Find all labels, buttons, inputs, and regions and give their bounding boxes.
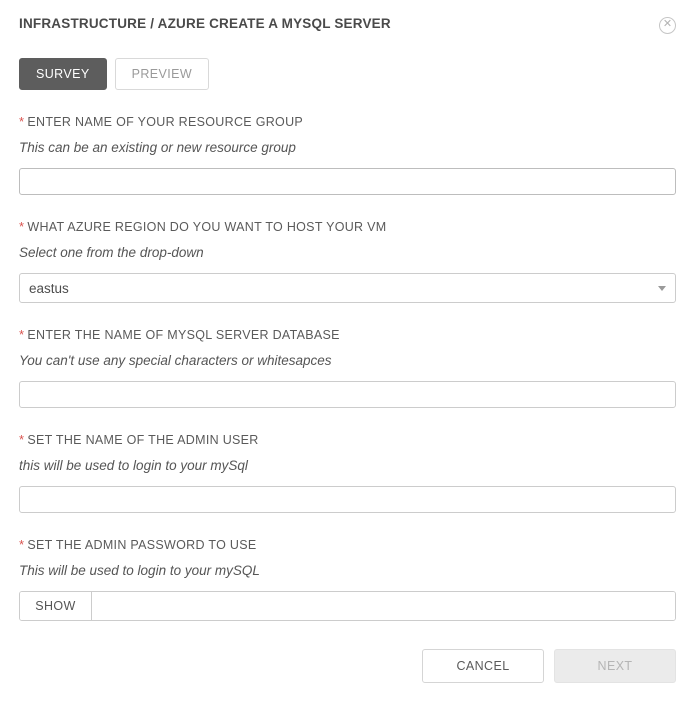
field-label-text: SET THE NAME OF THE ADMIN USER [27,433,259,447]
field-label-text: ENTER NAME OF YOUR RESOURCE GROUP [27,115,304,129]
field-help-resource-group: This can be an existing or new resource group [19,140,296,155]
field-resource-group [19,114,676,195]
field-label-text: ENTER THE NAME OF MYSQL SERVER DATABASE [27,328,340,342]
field-admin-user [19,432,676,513]
field-help-azure-region: Select one from the drop-down [19,245,204,260]
field-label-resource-group [19,114,676,130]
resource-group-input[interactable] [19,168,676,195]
dialog-header [19,0,676,34]
field-help-admin-user: this will be used to login to your mySql [19,458,248,473]
field-label-text: SET THE ADMIN PASSWORD TO USE [27,538,257,552]
field-admin-password [19,537,676,621]
dialog-footer [422,649,676,683]
required-marker: * [19,327,25,342]
show-password-button[interactable]: SHOW [20,592,92,620]
required-marker: * [19,432,25,447]
required-marker: * [19,114,25,129]
required-marker: * [19,537,25,552]
admin-user-input[interactable] [19,486,676,513]
close-icon[interactable]: ✕ [659,17,676,34]
page-title: INFRASTRUCTURE / AZURE CREATE A MYSQL SERVER [19,16,391,31]
tab-preview[interactable]: PREVIEW [115,58,209,90]
tab-survey[interactable]: SURVEY [19,58,107,90]
tab-bar [19,58,676,90]
admin-password-input[interactable] [92,592,675,620]
field-azure-region [19,219,676,303]
field-label-text: WHAT AZURE REGION DO YOU WANT TO HOST YOUR VM [27,220,387,234]
field-label-mysql-database [19,327,676,343]
field-help-mysql-database: You can't use any special characters or whitesapces [19,353,332,368]
field-mysql-database [19,327,676,408]
admin-password-row [19,591,676,621]
field-label-admin-user [19,432,676,448]
field-label-azure-region [19,219,676,235]
next-button[interactable]: NEXT [554,649,676,683]
azure-region-select[interactable]: eastus [19,273,676,303]
mysql-database-input[interactable] [19,381,676,408]
field-label-admin-password [19,537,676,553]
azure-region-select-wrap [19,273,676,303]
field-help-admin-password: This will be used to login to your mySQL [19,563,260,578]
required-marker: * [19,219,25,234]
cancel-button[interactable]: CANCEL [422,649,544,683]
